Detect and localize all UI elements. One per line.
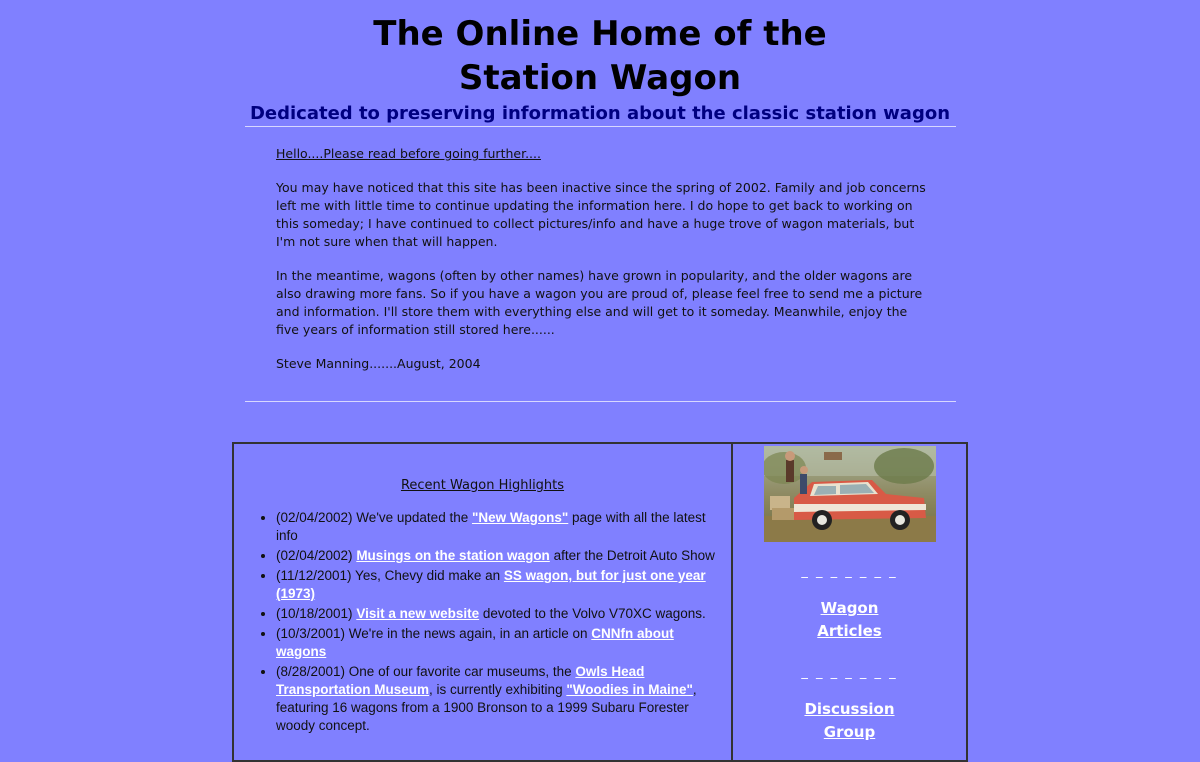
- separator-dashes: _ _ _ _ _ _ _: [801, 665, 898, 680]
- item-text: devoted to the Volvo V70XC wagons.: [479, 606, 706, 621]
- station-wagon-photo[interactable]: [764, 446, 936, 542]
- discussion-group-line-2: Group: [823, 723, 876, 741]
- page-title: [0, 12, 1200, 100]
- item-text: page with all the latest info: [276, 510, 706, 543]
- item-text: after the Detroit Auto Show: [549, 548, 715, 563]
- notice-signature: Steve Manning.......August, 2004: [276, 356, 481, 371]
- item-text: (02/04/2002): [276, 548, 357, 563]
- list-item: [276, 547, 731, 565]
- item-text: , is currently exhibiting: [429, 682, 567, 697]
- list-item: [276, 509, 731, 545]
- title-line-2: Station Wagon: [458, 58, 742, 98]
- divider-bottom: [245, 401, 956, 402]
- woodies-link[interactable]: "Woodies in Maine": [566, 682, 693, 697]
- title-line-1: The Online Home of the: [373, 14, 827, 54]
- cnnfn-link[interactable]: CNNfn about wagons: [276, 626, 674, 659]
- new-website-link[interactable]: Visit a new website: [356, 606, 480, 621]
- separator-dashes: _ _ _ _ _ _ _: [801, 564, 898, 579]
- new-wagons-link[interactable]: "New Wagons": [471, 510, 569, 525]
- notice-paragraph-1: You may have noticed that this site has been inactive since the spring of 2002. Family and job concerns left me with little time to continue updating the information here. I do hope to get back to working on this someday; I have continued to collect pictures/info and have a huge trove of wagon materials, but I'm not sure when that will happen.: [276, 180, 926, 249]
- list-item: [276, 567, 731, 603]
- page-subtitle: Dedicated to preserving information about the classic station wagon: [249, 103, 951, 124]
- highlights-cell: [234, 444, 733, 760]
- item-text: , featuring 16 wagons from a 1900 Bronson to a 1999 Subaru Forester woody concept.: [276, 682, 697, 733]
- musings-link[interactable]: Musings on the station wagon: [356, 548, 550, 563]
- item-text: (02/04/2002) We've updated the: [276, 510, 472, 525]
- ss-wagon-link[interactable]: SS wagon, but for just one year (1973): [276, 568, 706, 601]
- list-item: [276, 625, 731, 661]
- wagon-articles-line-2: Articles: [817, 622, 882, 640]
- content-table: [232, 442, 968, 762]
- owls-head-link[interactable]: Owls Head Transportation Museum: [276, 664, 645, 697]
- sidebar-cell: [733, 444, 966, 760]
- page-header: [0, 0, 1200, 126]
- item-text: (8/28/2001) One of our favorite car museums, the: [276, 664, 576, 679]
- highlights-list: [234, 509, 731, 735]
- discussion-group-link[interactable]: [733, 698, 966, 744]
- notice-greeting: Hello....Please read before going further....: [276, 146, 541, 161]
- list-item: [276, 663, 731, 735]
- notice-block: [276, 127, 926, 401]
- item-text: (10/3/2001) We're in the news again, in an article on: [276, 626, 592, 641]
- discussion-group-line-1: Discussion: [804, 700, 895, 718]
- item-text: (11/12/2001) Yes, Chevy did make an: [276, 568, 504, 583]
- list-item: [276, 605, 731, 623]
- notice-paragraph-2: In the meantime, wagons (often by other names) have grown in popularity, and the older wagons are also drawing more fans. So if you have a wagon you are proud of, please feel free to send me a picture and information. I'll store them with everything else and will get to it someday. Meanwhile, enjoy the five years of information still stored here......: [276, 268, 923, 337]
- highlights-title: Recent Wagon Highlights: [400, 478, 565, 493]
- item-text: (10/18/2001): [276, 606, 357, 621]
- wagon-articles-line-1: Wagon: [820, 599, 879, 617]
- wagon-articles-link[interactable]: [733, 597, 966, 643]
